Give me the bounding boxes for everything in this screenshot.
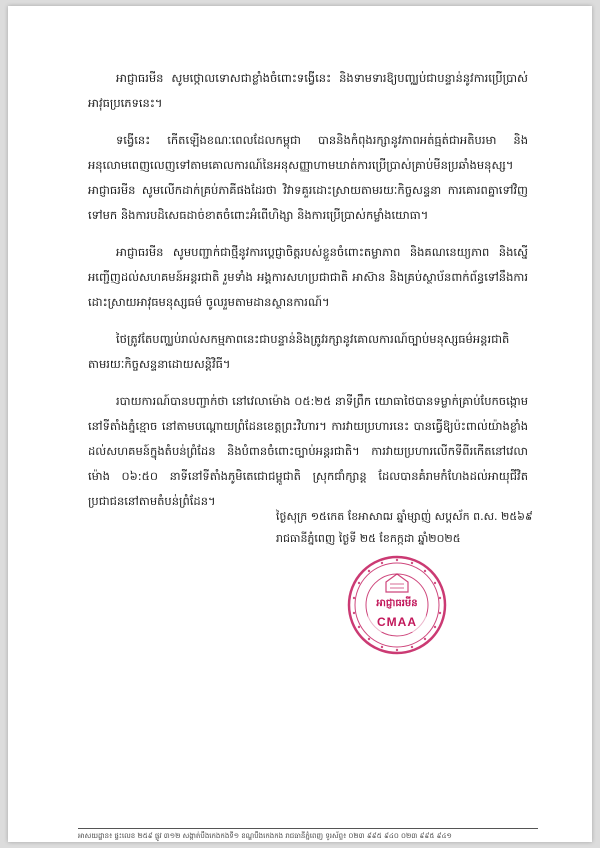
letter-body — [88, 66, 528, 526]
date-solar: រាជធានីភ្នំពេញ ថ្ងៃទី ២៥ ខែកក្កដា ឆ្នាំ២០២៥ — [276, 532, 461, 545]
paragraph-commitment: អាជ្ញាធរមីន សូមបញ្ជាក់ជាថ្មីនូវការប្តេជ្ញាចិត្តរបស់ខ្លួនចំពោះតម្លាភាព និងគណនេយ្យភាព និងស្នើអញ្ជើញដល់សហគមន៍អន្តរជាតិ រួមទាំង អង្គការសហប្រជាជាតិ អាស៊ាន និងគ្រប់ស្ថាប័នពាក់ព័ន្ធទៅនឹងការដោះស្រាយអាវុធមនុស្សធម៌ ចូលរួមតាមដានស្ថានការណ៍។ — [88, 245, 528, 309]
seal-text-main: អាជ្ញាធរមីន — [376, 598, 418, 609]
seal-text-abbr: CMAA — [377, 615, 417, 629]
cmaa-seal — [346, 554, 448, 656]
date-lunar: ថ្ងៃសុក្រ ១៥កេត ខែអាសាឍ ឆ្នាំម្សាញ់ សប្តស័ក ព.ស. ២៥៦៩ — [276, 510, 533, 523]
paragraph-demand: ថៃត្រូវតែបញ្ឈប់រាល់សកម្មភាពនេះជាបន្ទាន់និងត្រូវរក្សានូវគោលការណ៍ច្បាប់មនុស្សធម៌អន្តរជាតិ តាមរយៈកិច្ចសន្ទនាដោយសន្តិវិធី។ — [88, 332, 510, 371]
date-block — [276, 506, 556, 550]
paragraph-condemnation: អាជ្ញាធរមីន សូមថ្កោលទោសជាខ្លាំងចំពោះទង្វើនេះ និងទាមទារឱ្យបញ្ឈប់ជាបន្ទាន់នូវការប្រើប្រាស់អាវុធប្រភេទនេះ។ — [88, 71, 528, 110]
document-page — [8, 6, 592, 842]
paragraph-restraint: ទង្វើនេះ កើតឡើងខណៈពេលដែលកម្ពុជា បាននិងកំពុងរក្សានូវភាពអត់ធ្មត់ជាអតិបរមា និងអនុលោមពេញលេញទៅតាមគោលការណ៍នៃអនុសញ្ញាហាមឃាត់ការប្រើប្រាស់គ្រាប់មីនប្រឆាំងមនុស្ស។ អាជ្ញាធរមីន សូមលើកដាក់គ្រប់ភាគីផងដែរថា វិវាទគួរដោះស្រាយតាមរយៈកិច្ចសន្ទនា ការគោរពគ្នាទៅវិញទៅមក និងការបដិសេធដាច់ខាតចំពោះអំពើហិង្សា និងការប្រើប្រាស់កម្លាំងយោធា។ — [88, 133, 528, 222]
paragraph-report: របាយការណ៍បានបញ្ជាក់ថា នៅវេលាម៉ោង ០៥:២៥ នាទីព្រឹក យោធាថៃបានទម្លាក់គ្រាប់បែកចង្កោមនៅទីតាំងភ្នំខ្មោច នៅតាមបណ្តោយព្រំដែនខេត្តព្រះវិហារ។ ការវាយប្រហារនេះ បានធ្វើឱ្យប៉ះពាល់យ៉ាងខ្លាំងដល់សហគមន៍ក្នុងតំបន់ព្រំដែន និងបំពានចំពោះច្បាប់អន្តរជាតិ។ ការវាយប្រហារលើកទីពីរកើតនៅវេលាម៉ោង ០៦:៥០ នាទីនៅទីតាំងភូមិតេជោជម្ពូជាតិ ស្រុកជាំក្សាន្ត ដែលបានគំរាមកំហែងដល់អាយុជីវិតប្រជាជននៅតាមតំបន់ព្រំដែន។ — [88, 394, 528, 508]
footer-address: អាសយដ្ឋាន៖ ផ្ទះលេខ ២៥៩ ផ្លូវ ៣១២ សង្កាត់បឹងកេងកងទី១ ខណ្ឌបឹងកេងកង រាជធានីភ្នំពេញ ទូរស័ព្ទ៖ ០២៣ ៩៩៥ ៩៤០ ០២៣ ៩៩៥ ៩៤១ — [78, 832, 452, 840]
footer-divider — [78, 828, 538, 829]
